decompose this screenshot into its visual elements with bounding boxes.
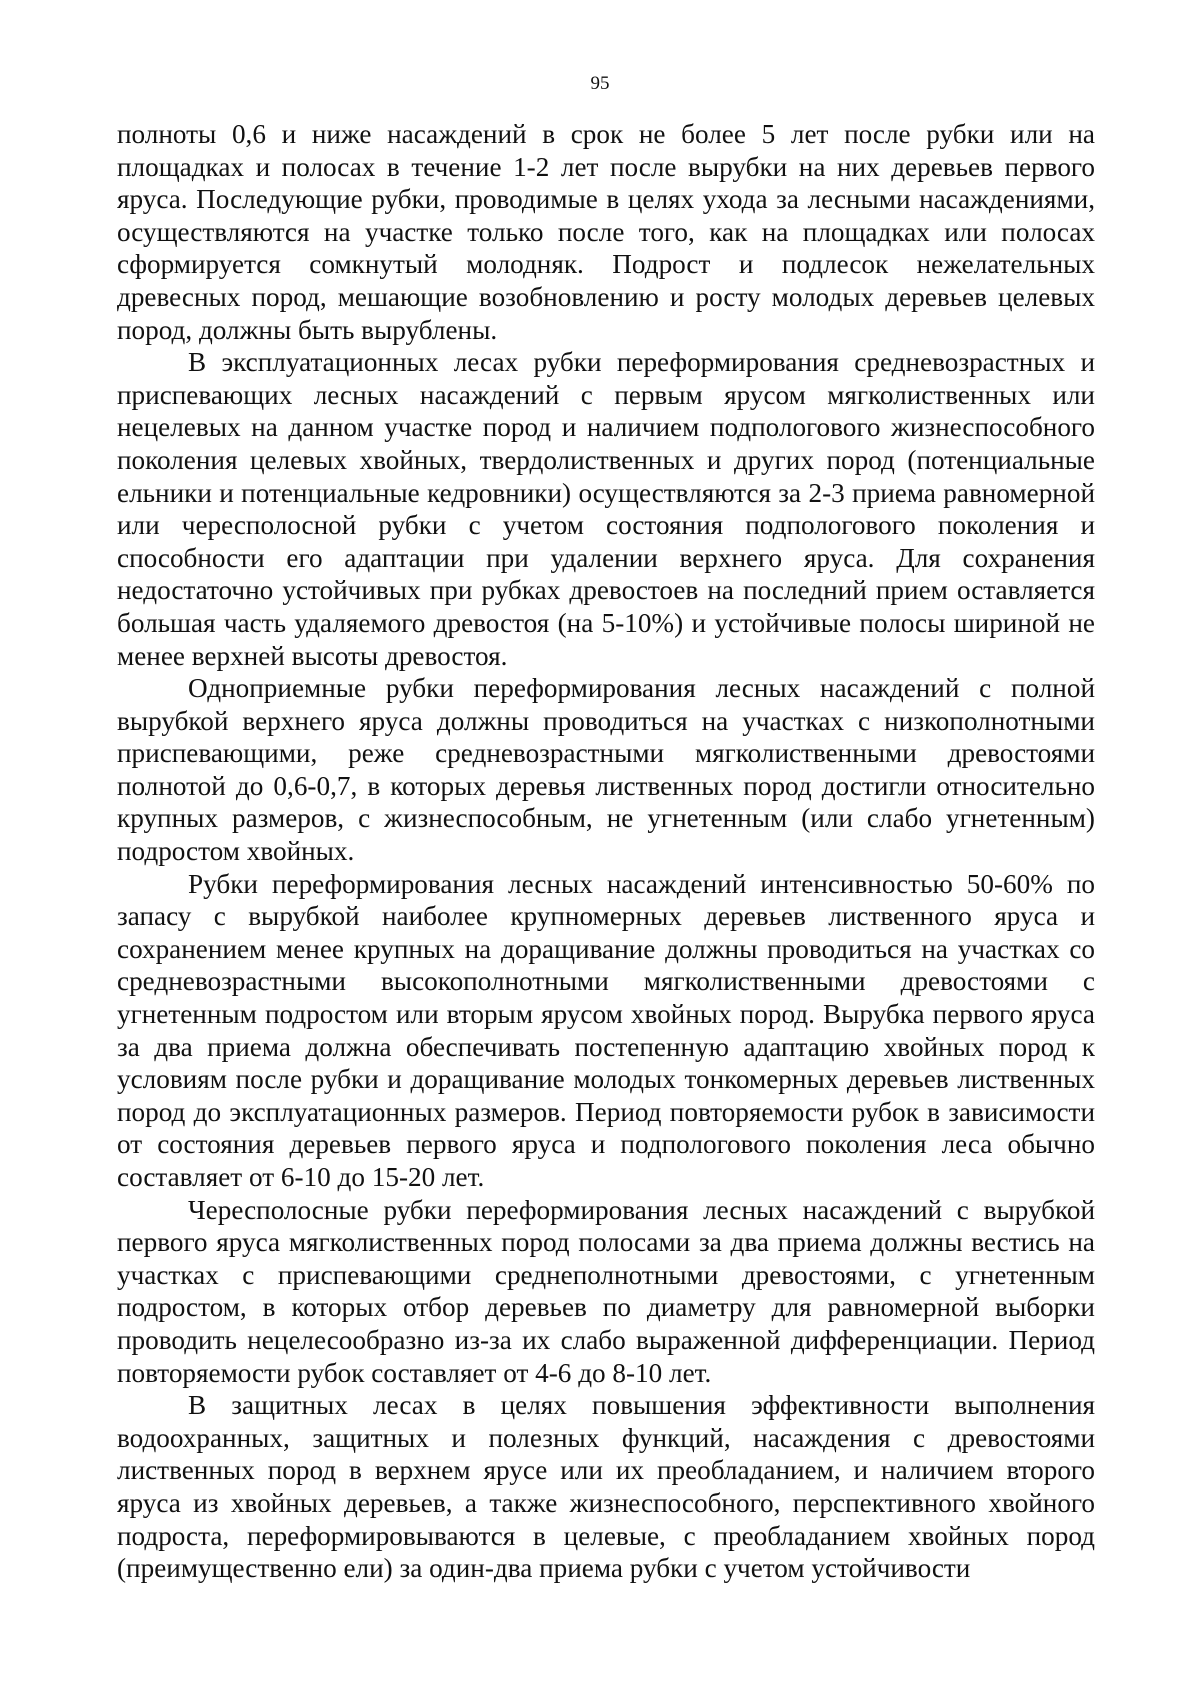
paragraph-continuation: полноты 0,6 и ниже насаждений в срок не более 5 лет после рубки или на площадках и полосах в течение 1-2 лет после вырубки на них деревьев первого яруса. Последующие рубки, проводимые в целях ухода за лесными насаждениями, осуществляются на участке только после того, как на площадках или полосах сформируется сомкнутый молодняк. Подрост и подлесок нежелательных древесных пород, мешающие возобновлению и росту молодых деревьев целевых пород, должны быть вырублены.	[117, 119, 1095, 345]
paragraph-exploitation-forests: В эксплуатационных лесах рубки переформирования средневозрастных и приспевающих лесных насаждений с первым ярусом мягколиственных или нецелевых на данном участке пород и наличием подпологового жизнеспособного поколения целевых хвойных, твердолиственных и других пород (потенциальные ельники и потенциальные кедровники) осуществляются за 2-3 приема равномерной или чересполосной рубки с учетом состояния подпологового поколения и способности его адаптации при удалении верхнего яруса. Для сохранения недостаточно устойчивых при рубках древостоев на последний прием оставляется большая часть удаляемого древостоя (на 5-10%) и устойчивые полосы шириной не менее верхней высоты древостоя.	[117, 347, 1095, 671]
paragraph-protective-forests: В защитных лесах в целях повышения эффективности выполнения водоохранных, защитных и полезных функций, насаждения с древостоями лиственных пород в верхнем ярусе или их преобладанием, и наличием второго яруса из хвойных деревьев, а также жизнеспособного, перспективного хвойного подроста, переформировываются в целевые, с преобладанием хвойных пород (преимущественно ели) за один-два приема рубки с учетом устойчивости	[117, 1390, 1095, 1584]
paragraph-strip-cuttings: Чересполосные рубки переформирования лесных насаждений с вырубкой первого яруса мягколиственных пород полосами за два приема должны вестись на участках с приспевающими среднеполнотными древостоями, с угнетенным подростом, в которых отбор деревьев по диаметру для равномерной выборки проводить нецелесообразно из-за их слабо выраженной дифференциации. Период повторяемости рубок составляет от 4-6 до 8-10 лет.	[117, 1194, 1095, 1388]
page-number: 95	[590, 73, 610, 94]
body-text	[117, 118, 1095, 1585]
paragraph-intensity-cuttings: Рубки переформирования лесных насаждений интенсивностью 50-60% по запасу с вырубкой наиболее крупномерных деревьев лиственного яруса и сохранением менее крупных на доращивание должны проводиться на участках со средневозрастными высокополнотными мягколиственными древостоями с угнетенным подростом или вторым ярусом хвойных пород. Вырубка первого яруса за два приема должна обеспечивать постепенную адаптацию хвойных пород к условиям после рубки и доращивание молодых тонкомерных деревьев лиственных пород до эксплуатационных размеров. Период повторяемости рубок в зависимости от состояния деревьев первого яруса и подпологового поколения леса обычно составляет от 6-10 до 15-20 лет.	[117, 868, 1095, 1192]
paragraph-single-stage-cuttings: Одноприемные рубки переформирования лесных насаждений с полной вырубкой верхнего яруса должны проводиться на участках с низкополнотными приспевающими, реже средневозрастными мягколиственными древостоями полнотой до 0,6-0,7, в которых деревья лиственных пород достигли относительно крупных размеров, с жизнеспособным, не угнетенным (или слабо угнетенным) подростом хвойных.	[117, 673, 1095, 867]
